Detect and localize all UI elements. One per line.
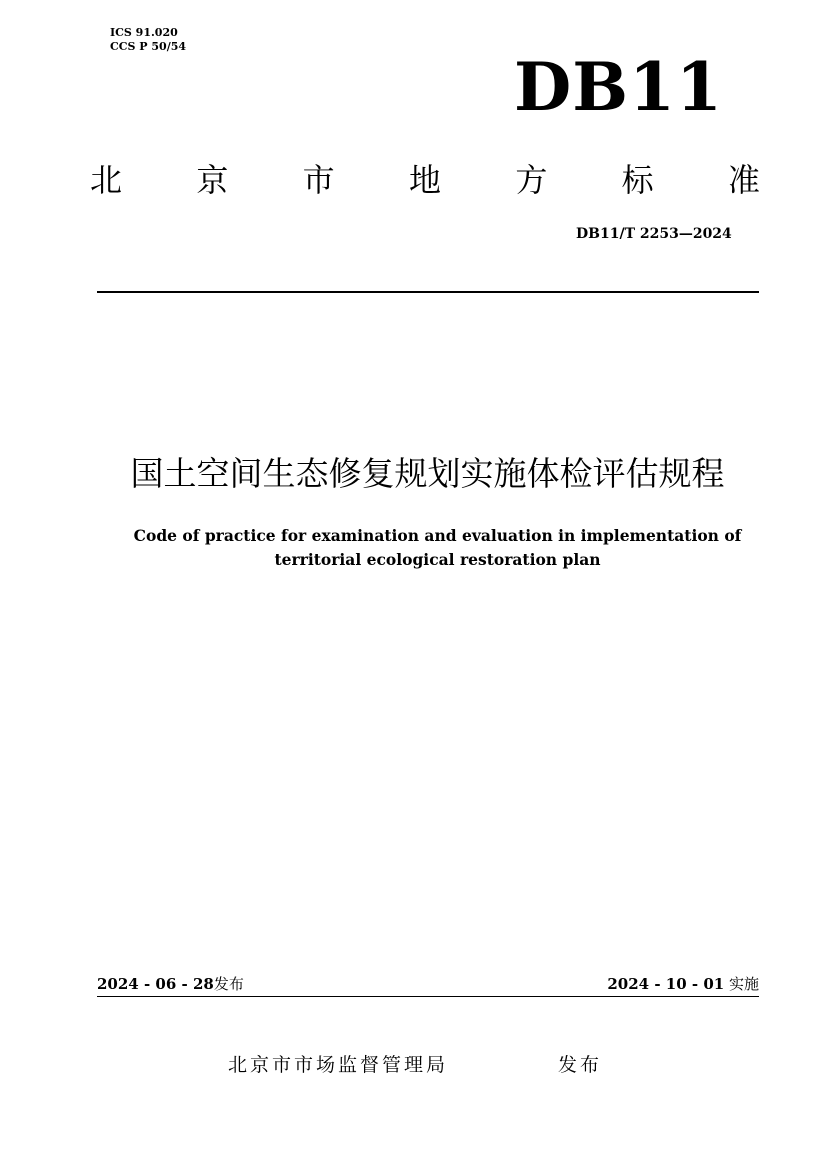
ics-code: ICS 91.020 [110, 26, 178, 39]
document-title-english [60, 524, 815, 572]
standard-name-char: 准 [727, 161, 760, 199]
bottom-divider [97, 996, 759, 997]
issue-date-label: 发布 [213, 975, 244, 993]
implementation-date-label: 实施 [728, 975, 759, 993]
db11-logo: DB11 [514, 48, 723, 126]
publisher-name: 北京市市场监督管理局 [228, 1054, 449, 1076]
standard-number: DB11/T 2253—2024 [576, 226, 732, 242]
english-title-line: territorial ecological restoration plan [274, 550, 601, 569]
document-title-chinese: 国土空间生态修复规划实施体检评估规程 [130, 454, 725, 493]
standard-name-char: 京 [196, 161, 229, 199]
english-title-line: Code of practice for examination and evaluation in implementation of [133, 526, 742, 545]
issue-date-value: 2024 - 06 - 28 [97, 975, 214, 993]
standard-name-char: 地 [408, 161, 441, 199]
top-divider [97, 291, 759, 293]
standard-category-name [90, 160, 760, 200]
classification-codes [110, 26, 186, 54]
standard-name-char: 标 [621, 161, 654, 199]
standard-name-char: 市 [302, 161, 335, 199]
standard-name-char: 方 [515, 161, 548, 199]
implementation-date [607, 975, 759, 993]
implementation-date-value: 2024 - 10 - 01 [607, 975, 725, 993]
standard-name-char: 北 [90, 161, 123, 199]
issue-date [97, 975, 244, 993]
publish-label: 发布 [558, 1054, 603, 1076]
ccs-code: CCS P 50/54 [110, 40, 187, 53]
